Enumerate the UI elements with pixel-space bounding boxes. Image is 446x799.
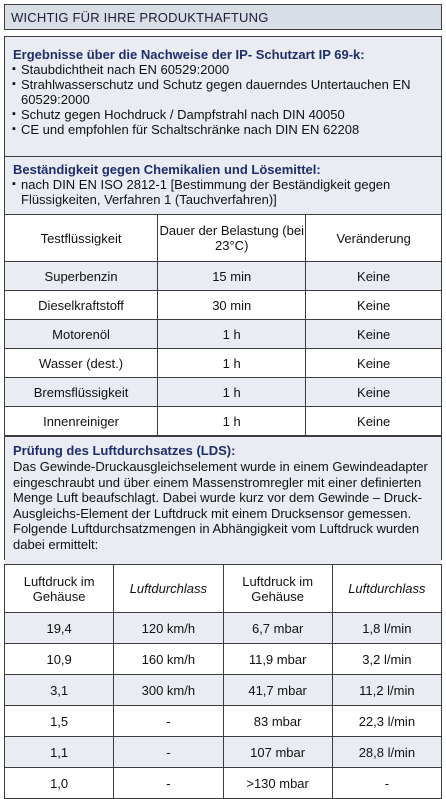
table-row [5,613,442,644]
table-row [5,737,442,768]
lds-description: Das Gewinde-Druckausgleichselement wurde in einem Gewindeadapter eingeschraubt und über einem Massenstromregler mit einer definierten Menge Luft beaufschlagt. Dabei wurde kurz vor dem Gewinde – Druck-Ausgleichs-Element der Luftdruck mit einem Drucksensor gemessen. Folgende Luftdurchsatzmengen in Abhängigkeit vom Luftdruck wurden dabei ermittelt: [13,459,428,552]
table-cell: Keine [306,262,441,291]
chem-section-title: Beständigkeit gegen Chemikalien und Lösemittel: [13,162,321,177]
table-cell: Innenreiniger [5,407,158,436]
table-cell: 10,9 [5,644,114,675]
table-cell: 1 h [158,378,306,407]
table-cell: Keine [306,407,441,436]
table-cell: Keine [306,291,441,320]
table-row [5,675,442,706]
table-cell: 3,2 l/min [332,644,441,675]
table-cell: - [114,768,223,799]
header-cell: Luftdruck im Gehäuse [223,565,332,613]
table-row [5,262,441,291]
header-cell: Veränderung [306,215,441,262]
header-cell: Luftdruck im Gehäuse [5,565,114,613]
header-cell: Dauer der Belastung (bei 23°C) [158,215,306,262]
table-cell: Bremsflüssigkeit [5,378,158,407]
table-cell: 11,2 l/min [332,675,441,706]
list-item: ▪ nach DIN EN ISO 2812-1 [Bestimmung der Beständigkeit gegen Flüssigkeiten, Verfahren 1 (Tauchverfahren)] [13,177,433,207]
table-cell: 1 h [158,320,306,349]
table-cell: Wasser (dest.) [5,349,158,378]
table-row [5,644,442,675]
table-cell: Motorenöl [5,320,158,349]
table-header-row [5,215,441,262]
table-cell: Keine [306,320,441,349]
table-row [5,407,441,436]
header-cell: Testflüssigkeit [5,215,158,262]
header-cell: Luftdurchlass [114,565,223,613]
table-cell: 1 h [158,407,306,436]
table-cell: Superbenzin [5,262,158,291]
table-cell: 107 mbar [223,737,332,768]
table-cell: 15 min [158,262,306,291]
table-cell: Dieselkraftstoff [5,291,158,320]
table-cell: - [332,768,441,799]
table-row [5,291,441,320]
table-cell: 1,8 l/min [332,613,441,644]
ip-protection-section [5,37,441,157]
table-header-row [5,565,442,613]
chemical-resistance-table [5,214,441,436]
header-cell: Luftdurchlass [332,565,441,613]
table-cell: 30 min [158,291,306,320]
table-row [5,706,442,737]
table-row [5,768,442,799]
table-cell: 1,5 [5,706,114,737]
table-cell: 300 km/h [114,675,223,706]
table-cell: 1,1 [5,737,114,768]
table-cell: 83 mbar [223,706,332,737]
table-cell: 11,9 mbar [223,644,332,675]
list-item: ▪ Staubdichtheit nach EN 60529:2000 [13,62,433,77]
table-cell: 6,7 mbar [223,613,332,644]
table-cell: 19,4 [5,613,114,644]
table-cell: - [114,706,223,737]
list-item: ▪ Schutz gegen Hochdruck / Dampfstrahl nach DIN 40050 [13,107,433,122]
table-cell: 3,1 [5,675,114,706]
air-throughput-table [4,564,442,799]
table-cell: 22,3 l/min [332,706,441,737]
air-throughput-section [5,436,441,572]
lds-section-title: Prüfung des Luftdurchsatzes (LDS): [13,443,236,458]
page-title: WICHTIG FÜR IHRE PRODUKTHAFTUNG [4,4,442,30]
table-cell: 120 km/h [114,613,223,644]
table-row [5,349,441,378]
info-panel [4,36,442,560]
table-row [5,378,441,407]
table-cell: - [114,737,223,768]
table-cell: 28,8 l/min [332,737,441,768]
ip-results-list [5,62,441,137]
table-cell: 41,7 mbar [223,675,332,706]
table-row [5,320,441,349]
ip-section-title: Ergebnisse über die Nachweise der IP- Schutzart IP 69-k: [13,47,365,62]
table-cell: >130 mbar [223,768,332,799]
table-cell: 1,0 [5,768,114,799]
chemical-section [5,157,441,214]
chem-method-list [5,177,441,207]
table-cell: 1 h [158,349,306,378]
list-item: ▪ CE und empfohlen für Schaltschränke nach DIN EN 62208 [13,122,433,137]
table-cell: 160 km/h [114,644,223,675]
table-cell: Keine [306,349,441,378]
list-item: ▪ Strahlwasserschutz und Schutz gegen dauerndes Untertauchen EN 60529:2000 [13,77,433,107]
table-cell: Keine [306,378,441,407]
